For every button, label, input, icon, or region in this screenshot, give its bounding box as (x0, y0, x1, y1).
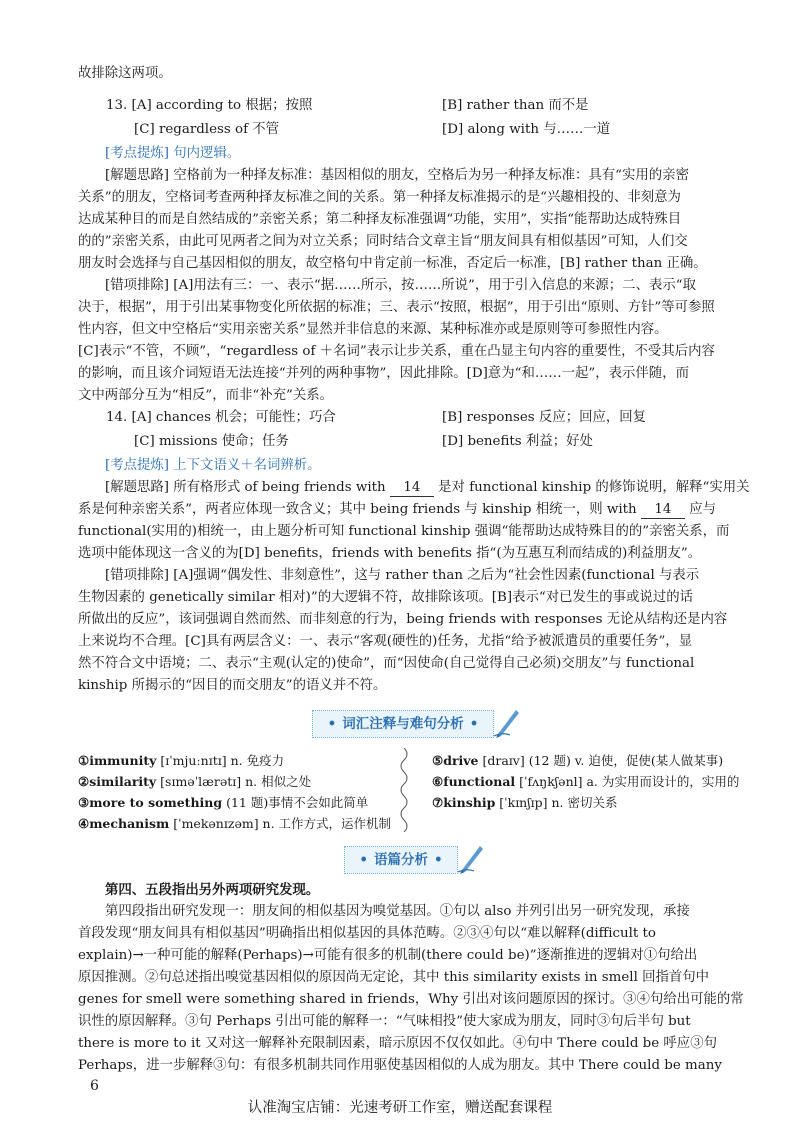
text-line: Perhaps，进一步解释③句：有很多机制共同作用驱使基因相似的人成为朋友。其中 There could be many (78, 1058, 722, 1073)
text-segment: 系是何种亲密关系”，两者应体现一致含义；其中 being friends 与 kinship 相统一，则 with (78, 502, 637, 517)
text-line: 关系”的朋友，空格词考查两种择友标准之间的关系。第一种择友标准揭示的是“兴趣相投的、非刻意为 (78, 190, 681, 205)
vocab-gloss: [ˈmekənɪzəm] n. 工作方式，运作机制 (169, 816, 392, 831)
vocab-item (432, 793, 617, 812)
vocab-gloss: [sɪməˈlærətɪ] n. 相似之处 (156, 774, 312, 789)
pen-icon (492, 704, 522, 738)
text-line: 原因推测。②句总述指出嗅觉基因相似的原因尚无定论，其中 this similarity exists in smell 回指首句中 (78, 970, 710, 985)
text-line: 然不符合文中语境；二、表示“主观(认定的)使命”，而“因使命(自己觉得自己必须)交朋友”与 functional (78, 656, 695, 671)
text-line: 决于，根据”，用于引出某事物变化所依据的标准；三、表示“按照，根据”，用于引出“原则、方针”等可参照 (78, 300, 715, 315)
q14-option-b: [B] responses 反应；回应，回复 (442, 410, 647, 425)
text-segment: 是对 functional kinship 的修饰说明，解释“实用关 (438, 480, 750, 495)
text-line (78, 500, 750, 520)
vocab-term: ③more to something (78, 795, 223, 810)
q13-option-a: 13. [A] according to 根据；按照 (106, 98, 313, 113)
vocab-item (78, 814, 391, 833)
key-point-label: [考点提炼] 上下文语义＋名词辨析。 (105, 458, 321, 473)
blank-14: 14 (641, 502, 685, 519)
text-line: genes for smell were something shared in friends，Why 引出对该问题原因的探讨。③④句给出可能的常 (78, 992, 744, 1007)
paragraph-heading: 第四、五段指出另外两项研究发现。 (105, 882, 320, 898)
q13-option-b: [B] rather than 而不是 (442, 98, 589, 113)
text-line: 故排除这两项。 (78, 66, 172, 81)
text-line: 朋友时会选择与自己基因相似的朋友，故空格句中肯定前一标准，否定后一标准，[B] rather than 正确。 (78, 256, 707, 271)
text-line: 首段发现“朋友间具有相似基因”明确指出相似基因的具体范畴。②③④句以“难以解释(difficult to (78, 926, 656, 941)
text-line: kinship 所揭示的“因目的而交朋友”的语义并不符。 (78, 678, 387, 693)
section-title: 词汇注释与难句分析 (342, 716, 464, 732)
vocab-term: ⑦kinship (432, 795, 496, 810)
vocab-gloss: [draɪv] (12 题) v. 迫使，促使(某人做某事) (478, 753, 724, 768)
dot-icon: • (434, 852, 443, 868)
vocab-gloss: [ˈfʌŋkʃənl] a. 为实用而设计的，实用的 (515, 774, 740, 789)
section-header-vocab (312, 710, 494, 738)
text-line: explain)→一种可能的解释(Perhaps)→可能有很多的机制(there could be)”逐渐推进的逻辑对①句给出 (78, 948, 698, 963)
footer-note: 认准淘宝店铺：光速考研工作室，赠送配套课程 (247, 1100, 553, 1116)
section-title: 语篇分析 (374, 852, 428, 868)
vocab-term: ⑤drive (432, 753, 479, 768)
vocab-item (78, 793, 368, 812)
text-line: 文中两部分互为“相反”，而非“补充”关系。 (78, 388, 334, 403)
vocab-item (78, 751, 284, 770)
vocab-gloss: (11 题)事情不会如此简单 (222, 795, 369, 810)
text-line: 所做出的反应”，该词强调自然而然、而非刻意的行为，being friends with responses 无论从结构还是内容 (78, 612, 728, 627)
key-point-label: [考点提炼] 句内逻辑。 (105, 146, 241, 161)
text-line: [C]表示“不管，不顾”，“regardless of ＋名词”表示让步关系，重在凸显主句内容的重要性，不受其后内容 (78, 344, 715, 359)
vocab-term: ⑥functional (432, 774, 516, 789)
vocab-gloss: [ɪˈmjuːnɪtɪ] n. 免疫力 (156, 753, 285, 768)
divider-wave (398, 748, 410, 832)
vocab-item (432, 772, 739, 791)
text-line: functional(实用的)相统一，由上题分析可知 functional kinship 强调“能帮助达成特殊目的的”亲密关系，而 (78, 524, 730, 539)
q13-option-c: [C] regardless of 不管 (134, 122, 280, 137)
text-line: [错项排除] [A]用法有三：一、表示“据……所示，按……所说”，用于引入信息的来源；二、表示“取 (105, 278, 696, 293)
vocab-item (432, 751, 723, 770)
text-line: [错项排除] [A]强调“偶发性、非刻意性”，这与 rather than 之后为“社会性因素(functional 与表示 (105, 568, 700, 583)
text-segment: [解题思路] 所有格形式 of being friends with (105, 480, 386, 495)
vocab-term: ①immunity (78, 753, 157, 768)
q13-option-d: [D] along with 与……一道 (442, 122, 611, 137)
dot-icon: • (359, 852, 368, 868)
q14-option-a: 14. [A] chances 机会；可能性；巧合 (106, 410, 336, 425)
page-number: 6 (90, 1078, 99, 1094)
q14-option-c: [C] missions 使命；任务 (134, 434, 289, 449)
q14-option-d: [D] benefits 利益；好处 (442, 434, 593, 449)
text-line: 的的”亲密关系，由此可见两者之间为对立关系；同时结合文章主旨“朋友间具有相似基因”可知，人们交 (78, 234, 688, 249)
text-line: 达成某种目的而是自然结成的”亲密关系；第二种择友标准强调“功能，实用”，实指“能帮助达成特殊目 (78, 212, 682, 227)
vocab-item (78, 772, 311, 791)
text-segment: 应与 (689, 502, 716, 517)
section-header-discourse (344, 846, 458, 874)
dot-icon: • (469, 716, 479, 732)
text-line: 性内容，但文中空格后“实用亲密关系”显然并非信息的来源、某种标准亦或是原则等可参照性内容。 (78, 322, 668, 337)
text-line: 生物因素的 genetically similar 相对)”的大逻辑不符，故排除该项。[B]表示“对已发生的事或说过的话 (78, 590, 693, 605)
pen-icon (456, 840, 486, 874)
text-line: [解题思路] 空格前为一种择友标准：基因相似的朋友，空格后为另一种择友标准：具有“实用的亲密 (105, 168, 689, 183)
dot-icon: • (327, 716, 337, 732)
text-line: 第四段指出研究发现一：朋友间的相似基因为嗅觉基因。①句以 also 并列引出另一研究发现，承接 (105, 904, 690, 919)
blank-14: 14 (390, 480, 434, 497)
vocab-term: ②similarity (78, 774, 157, 789)
text-line (105, 478, 750, 498)
vocab-term: ④mechanism (78, 816, 170, 831)
text-line: 上来说均不合理。[C]具有两层含义：一、表示“客观(硬性的)任务，尤指“给予被派遣员的重要任务”，显 (78, 634, 693, 649)
text-line: 识性的原因解释。③句 Perhaps 引出可能的解释一：“气味相投”使大家成为朋友，同时③句后半句 but (78, 1014, 691, 1029)
text-line: 的影响，而且该介词短语无法连接“并列的两种事物”，因此排除。[D]意为“和……一起”，表示伴随，而 (78, 366, 689, 381)
text-line: there is more to it 又对这一解释补充限制因素，暗示原因不仅仅如此。④句中 There could be 呼应③句 (78, 1036, 717, 1051)
vocab-gloss: [ˈkɪnʃɪp] n. 密切关系 (495, 795, 618, 810)
text-line: 选项中能体现这一含义的为[D] benefits，friends with benefits 指“(为互惠互利而结成的)利益朋友”。 (78, 546, 702, 561)
